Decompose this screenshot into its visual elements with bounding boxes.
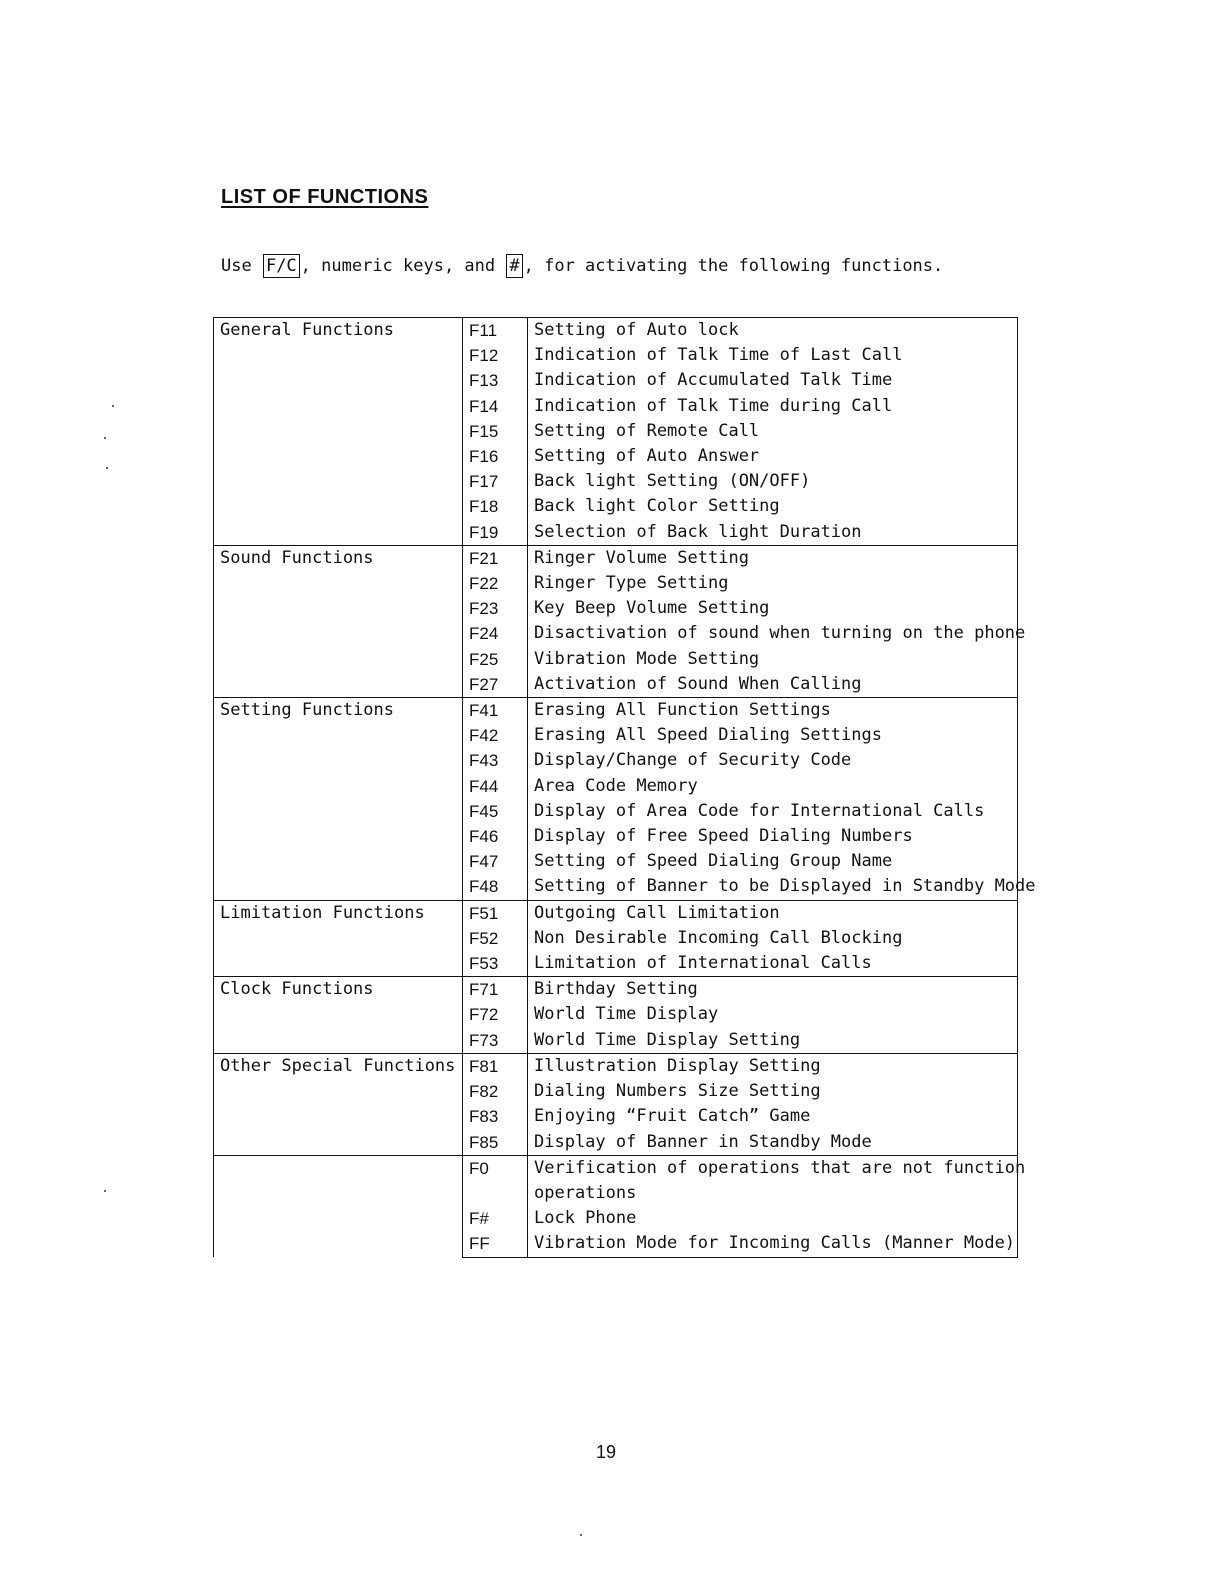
function-description: Erasing All Function Settings bbox=[528, 698, 1018, 724]
function-description: Dialing Numbers Size Setting bbox=[528, 1079, 1018, 1104]
function-description: Erasing All Speed Dialing Settings bbox=[528, 723, 1018, 748]
function-code: F# bbox=[463, 1206, 528, 1231]
function-description: operations bbox=[528, 1181, 1018, 1206]
function-code: F81 bbox=[463, 1053, 528, 1079]
category-cell: General Functions bbox=[214, 318, 463, 546]
scan-speck bbox=[112, 405, 114, 407]
function-code: F52 bbox=[463, 926, 528, 951]
function-description: Ringer Volume Setting bbox=[528, 545, 1018, 571]
function-code: F15 bbox=[463, 419, 528, 444]
function-description: Indication of Accumulated Talk Time bbox=[528, 368, 1018, 393]
function-code: F27 bbox=[463, 672, 528, 698]
function-code: FF bbox=[463, 1231, 528, 1257]
functions-table-body bbox=[214, 318, 1036, 1258]
function-description: Key Beep Volume Setting bbox=[528, 596, 1018, 621]
scan-speck bbox=[104, 437, 106, 439]
function-description: Birthday Setting bbox=[528, 977, 1018, 1003]
category-cell: Sound Functions bbox=[214, 545, 463, 697]
function-code: F22 bbox=[463, 571, 528, 596]
category-cell: Limitation Functions bbox=[214, 900, 463, 977]
function-description: Non Desirable Incoming Call Blocking bbox=[528, 926, 1018, 951]
function-code: F14 bbox=[463, 394, 528, 419]
scan-speck bbox=[106, 467, 108, 469]
function-description: Display of Area Code for International Calls bbox=[528, 799, 1018, 824]
function-code: F44 bbox=[463, 774, 528, 799]
function-code: F73 bbox=[463, 1028, 528, 1054]
functions-table bbox=[213, 317, 1036, 1258]
function-code: F46 bbox=[463, 824, 528, 849]
function-description: Ringer Type Setting bbox=[528, 571, 1018, 596]
function-code: F85 bbox=[463, 1130, 528, 1156]
function-code bbox=[463, 1181, 528, 1206]
function-code: F11 bbox=[463, 318, 528, 344]
function-code: F45 bbox=[463, 799, 528, 824]
function-code: F82 bbox=[463, 1079, 528, 1104]
category-cell: Other Special Functions bbox=[214, 1053, 463, 1155]
function-description: Verification of operations that are not function bbox=[528, 1155, 1018, 1181]
function-description: Lock Phone bbox=[528, 1206, 1018, 1231]
function-description: Setting of Auto lock bbox=[528, 318, 1018, 344]
function-description: Vibration Mode for Incoming Calls (Manner Mode) bbox=[528, 1231, 1018, 1257]
function-code: F0 bbox=[463, 1155, 528, 1181]
intro-text bbox=[221, 254, 943, 278]
function-code: F42 bbox=[463, 723, 528, 748]
fc-key-icon: F/C bbox=[263, 254, 300, 278]
function-description: Enjoying “Fruit Catch” Game bbox=[528, 1104, 1018, 1129]
function-description: Illustration Display Setting bbox=[528, 1053, 1018, 1079]
table-row bbox=[214, 545, 1018, 571]
function-description: World Time Display bbox=[528, 1002, 1018, 1027]
function-description: Back light Color Setting bbox=[528, 494, 1018, 519]
table-row bbox=[214, 900, 1018, 926]
function-description: Limitation of International Calls bbox=[528, 951, 1018, 977]
function-description: Setting of Speed Dialing Group Name bbox=[528, 849, 1018, 874]
intro-suffix: , for activating the following functions. bbox=[523, 256, 944, 276]
function-description: Disactivation of sound when turning on the phone bbox=[528, 621, 1018, 646]
function-code: F83 bbox=[463, 1104, 528, 1129]
function-code: F25 bbox=[463, 647, 528, 672]
hash-key-icon: # bbox=[506, 254, 522, 278]
function-description: World Time Display Setting bbox=[528, 1028, 1018, 1054]
function-code: F53 bbox=[463, 951, 528, 977]
table-row bbox=[214, 1053, 1018, 1079]
table-row bbox=[214, 1155, 1018, 1181]
table-row bbox=[214, 318, 1018, 344]
function-code: F51 bbox=[463, 900, 528, 926]
scan-speck bbox=[580, 1534, 582, 1536]
scan-speck bbox=[104, 1190, 106, 1192]
function-code: F43 bbox=[463, 748, 528, 773]
table-row bbox=[214, 698, 1018, 724]
function-code: F21 bbox=[463, 545, 528, 571]
page-number: 19 bbox=[595, 1442, 617, 1462]
function-code: F24 bbox=[463, 621, 528, 646]
category-cell: Setting Functions bbox=[214, 698, 463, 901]
function-description: Indication of Talk Time during Call bbox=[528, 394, 1018, 419]
function-code: F71 bbox=[463, 977, 528, 1003]
function-code: F16 bbox=[463, 444, 528, 469]
function-description: Outgoing Call Limitation bbox=[528, 900, 1018, 926]
function-description: Selection of Back light Duration bbox=[528, 520, 1018, 546]
intro-middle: , numeric keys, and bbox=[300, 256, 506, 276]
category-cell bbox=[214, 1155, 463, 1257]
function-description: Display of Free Speed Dialing Numbers bbox=[528, 824, 1018, 849]
function-description: Setting of Banner to be Displayed in Standby Mode bbox=[528, 874, 1018, 900]
function-description: Display of Banner in Standby Mode bbox=[528, 1130, 1018, 1156]
page-title: LIST OF FUNCTIONS bbox=[221, 186, 429, 208]
function-description: Display/Change of Security Code bbox=[528, 748, 1018, 773]
function-code: F13 bbox=[463, 368, 528, 393]
function-description: Indication of Talk Time of Last Call bbox=[528, 343, 1018, 368]
function-description: Back light Setting (ON/OFF) bbox=[528, 469, 1018, 494]
function-description: Activation of Sound When Calling bbox=[528, 672, 1018, 698]
function-code: F23 bbox=[463, 596, 528, 621]
intro-prefix: Use bbox=[221, 256, 262, 276]
function-code: F12 bbox=[463, 343, 528, 368]
function-code: F47 bbox=[463, 849, 528, 874]
function-code: F19 bbox=[463, 520, 528, 546]
function-code: F18 bbox=[463, 494, 528, 519]
function-code: F41 bbox=[463, 698, 528, 724]
function-code: F48 bbox=[463, 874, 528, 900]
function-description: Setting of Auto Answer bbox=[528, 444, 1018, 469]
function-code: F17 bbox=[463, 469, 528, 494]
table-row bbox=[214, 977, 1018, 1003]
category-cell: Clock Functions bbox=[214, 977, 463, 1054]
function-description: Area Code Memory bbox=[528, 774, 1018, 799]
function-description: Vibration Mode Setting bbox=[528, 647, 1018, 672]
function-description: Setting of Remote Call bbox=[528, 419, 1018, 444]
function-code: F72 bbox=[463, 1002, 528, 1027]
